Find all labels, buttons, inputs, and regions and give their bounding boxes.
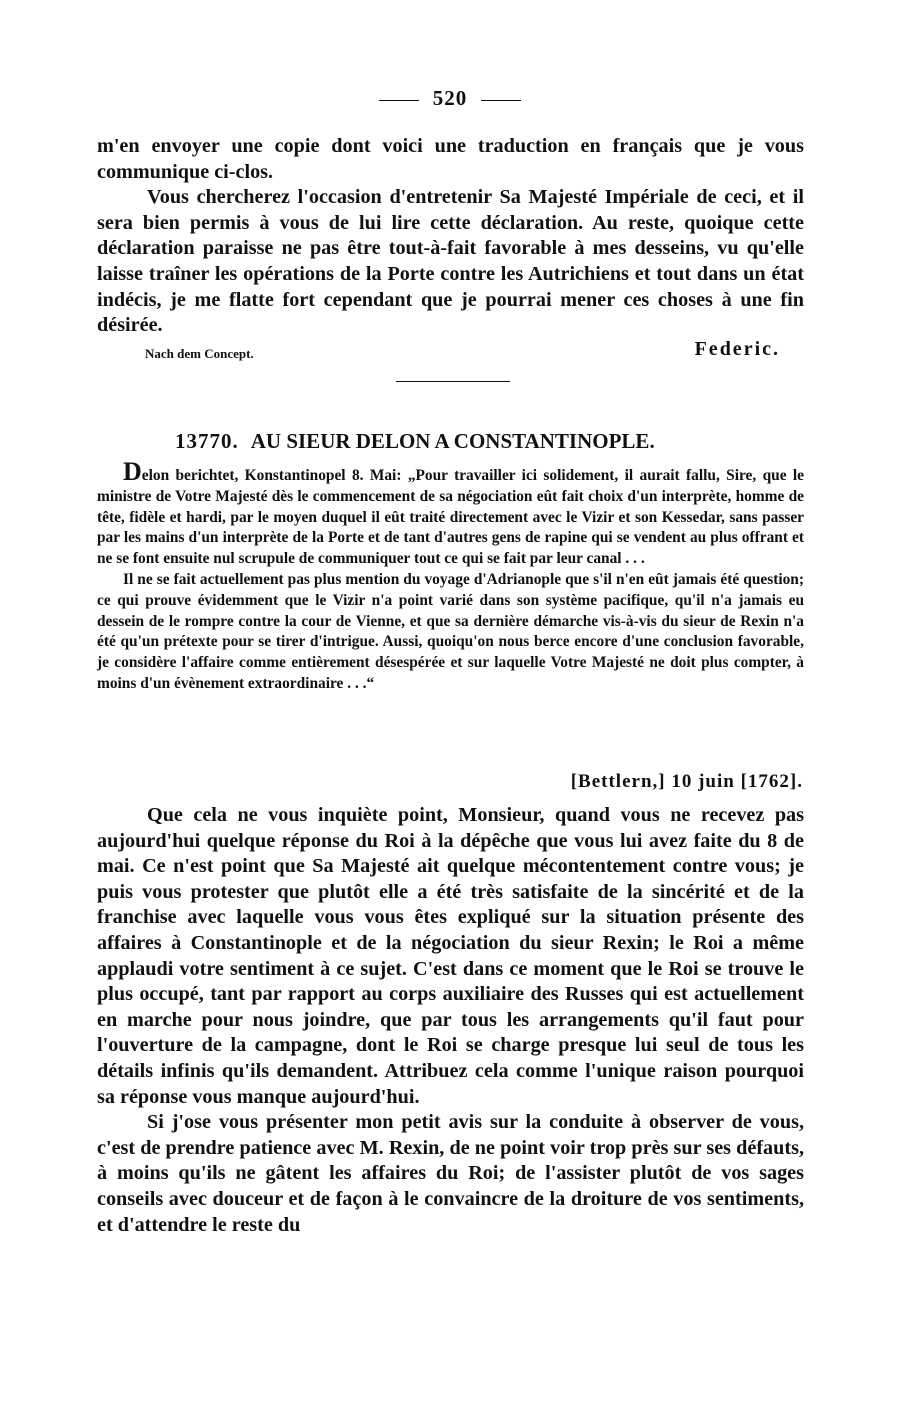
header-dash-right (481, 100, 521, 101)
section-divider (396, 381, 510, 382)
page-header (0, 86, 900, 111)
body-paragraph-2: Si j'ose vous présenter mon petit avis sur la conduite à observer de vous, c'est de prendre patience avec M. Rexin, de ne point voir trop près sur ses défauts, à moins qu'ils ne gâtent les affaires du Roi; de l'assister plutôt de vos sages conseils avec douceur et de façon à le convaincre de la droiture de vos sentiments, et d'attendre le reste du (97, 1111, 804, 1236)
dropcap-letter: D (123, 457, 142, 486)
letter-body (97, 803, 804, 1238)
intro-letter-text (97, 134, 804, 339)
summary-paragraph-1 (97, 457, 804, 570)
dateline: [Bettlern,] 10 juin [1762]. (570, 771, 803, 792)
letter-heading (175, 429, 655, 454)
summary-paragraph-1-text: elon berichtet, Konstantinopel 8. Mai: „Pour travailler ici solidement, il aurait fallu, Sire, que le ministre de Votre Majesté dès le commencement de sa négociation eût fait choix d'un interprète, homme de tête, fidèle et hardi, par le moyen duquel il eût traité directement avec le Vizir et son Kessedar, sans passer par les mains d'un interprète de la Porte et de tant d'autres gens de rapine qui se vendent au plus offrant et ne se font ensuite nul scrupule de communiquer tout ce qui se fait par leur canal . . . (97, 467, 804, 568)
signature: Federic. (694, 338, 780, 360)
body-paragraph-1: Que cela ne vous inquiète point, Monsieur, quand vous ne recevez pas aujourd'hui quelque réponse du Roi à la dépêche que vous lui avez faite du 8 de mai. Ce n'est point que Sa Majesté ait quelque mécontentement contre vous; je puis vous protester que plutôt elle a été très satisfaite de la sincérité et de la franchise avec laquelle vous vous êtes expliqué sur la situation présente des affaires à Constantinople et de la négociation du sieur Rexin; le Roi a même applaudi votre sentiment à ce sujet. C'est dans ce moment que le Roi se trouve le plus occupé, tant par rapport au corps auxiliaire des Russes qui est actuellement en marche pour nous joindre, que par tous les arrangements qu'il faut pour l'ouverture de la campagne, dont le Roi se charge presque lui seul de tous les détails infinis qu'ils demandent. Attribuez cela comme l'unique raison pourquoi sa réponse vous manque aujourd'hui. (97, 804, 804, 1108)
header-dash-left (379, 100, 419, 101)
letter-summary (97, 457, 804, 695)
intro-paragraph-2: Vous chercherez l'occasion d'entretenir Sa Majesté Impériale de ceci, et il sera bien permis à vous de lui lire cette déclaration. Au reste, quoique cette déclaration paraisse ne pas être tout-à-fait favorable à mes desseins, vu qu'elle laisse traîner les opérations de la Porte contre les Autrichiens et tout dans un état indécis, je me flatte fort cependant que je pourrai mener ces choses à une fin désirée. (97, 186, 804, 337)
closing-row (97, 338, 804, 364)
page-number: 520 (432, 86, 468, 110)
letter-title: AU SIEUR DELON A CONSTANTINOPLE. (250, 429, 655, 453)
summary-paragraph-2: Il ne se fait actuellement pas plus mention du voyage d'Adrianople que s'il n'en eût jamais été question; ce qui prouve évidemment que le Vizir n'a point varié dans son système pacifique, qu'il n'a jamais eu dessein de le rompre contre la cour de Vienne, et que sa dernière démarche vis-à-vis du sieur de Rexin n'a été qu'un prétexte pour se tirer d'intrigue. Aussi, quoiqu'on nous berce encore d'une conclusion favorable, je considère l'affaire comme entièrement désespérée et sur laquelle Votre Majesté ne doit plus compter, à moins d'un évènement extraordinaire . . .“ (97, 570, 804, 692)
letter-number: 13770. (175, 429, 239, 453)
source-note: Nach dem Concept. (145, 346, 254, 361)
intro-paragraph-1: m'en envoyer une copie dont voici une traduction en français que je vous communique ci-clos. (97, 135, 804, 183)
